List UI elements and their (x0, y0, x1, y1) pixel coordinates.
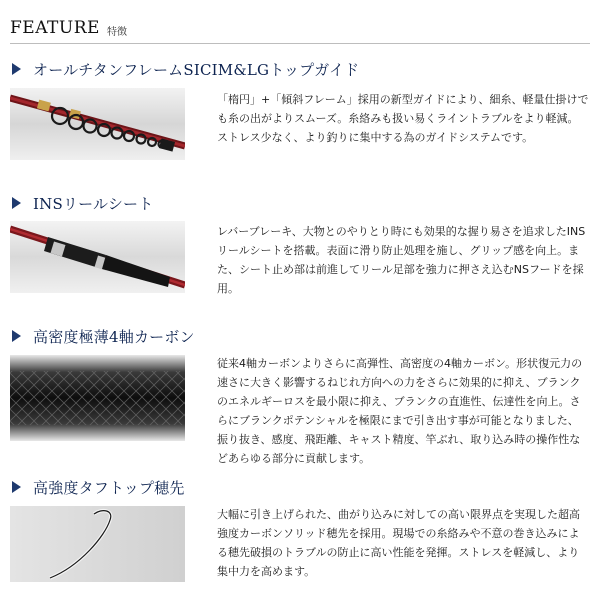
section-heading (10, 192, 153, 214)
section-description: 従来4軸カーボンよりさらに高弾性、高密度の4軸カーボン。形状復元力の速さに大きく影響するねじれ方向への力をさらに効果的に抑え、ブランクのエネルギーロスを最小限に抑え、ブランクの直進性、伝達性を向上。さらにブランクポテンシャルを極限にまで引き出す事が可能となりました、振り抜き、感度、飛距離、キャスト精度、竿ぶれ、取り込み時の操作性などあらゆる部分に貢献します。 (217, 357, 583, 465)
triangle-bullet-icon (12, 330, 21, 342)
header-divider (10, 43, 590, 44)
section-description: 「楕円」+「傾斜フレーム」採用の新型ガイドにより、細糸、軽量仕掛けでも糸の出がよりスムーズ。糸絡みも扱い易くライントラブルをより軽減。ストレス少なく、より釣りに集中する為のガイドシステムです。 (217, 93, 589, 144)
feature-section-carbon (10, 325, 590, 465)
section-heading (10, 325, 195, 347)
rod-guides-illustration (10, 88, 185, 160)
triangle-bullet-icon (12, 197, 21, 209)
section-heading (10, 476, 185, 498)
feature-header (10, 18, 590, 42)
tip-curve-image (10, 506, 185, 582)
section-heading (10, 58, 359, 80)
section-description: 大幅に引き上げられた、曲がり込みに対しての高い限界点を実現した超高強度カーボンソリッド穂先を採用。現場での糸絡みや不意の巻き込みによる穂先破損のトラブルの防止に高い性能を発揮。ストレスを軽減し、より集中力を高めます。 (217, 508, 580, 578)
section-title: INSリールシート (33, 194, 154, 213)
feature-section-tip (10, 476, 590, 586)
feature-section-reelseat (10, 192, 590, 302)
reel-seat-illustration (10, 221, 185, 293)
section-title: オールチタンフレームSICIM&LGトップガイド (33, 60, 360, 79)
triangle-bullet-icon (12, 481, 21, 493)
page-title: FEATURE (10, 18, 100, 38)
reel-seat-image (10, 221, 185, 293)
section-description: レバーブレーキ、大物とのやりとり時にも効果的な握り易さを追求したINSリールシートを搭載。表面に滑り防止処理を施し、グリップ感を向上。また、シート止め部は前進してリール足部を強力に押さえ込むNSフードを採用。 (217, 225, 586, 295)
page-subtitle: 特徴 (107, 27, 127, 38)
section-title: 高強度タフトップ穂先 (33, 478, 185, 497)
section-title: 高密度極薄4軸カーボン (33, 327, 195, 346)
triangle-bullet-icon (12, 63, 21, 75)
rod-guides-image (10, 88, 185, 160)
carbon-weave-illustration (10, 355, 185, 441)
tip-curve-illustration (10, 506, 185, 582)
carbon-weave-image (10, 355, 185, 441)
feature-section-guide (10, 58, 590, 168)
